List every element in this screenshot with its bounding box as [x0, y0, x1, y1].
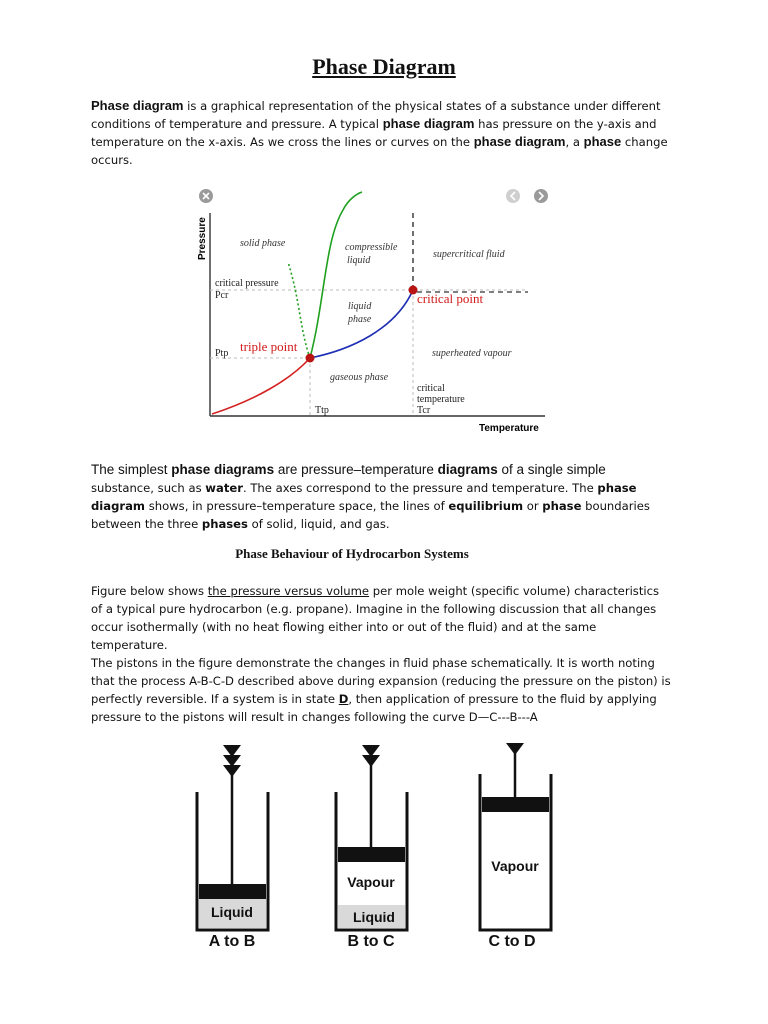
supercritical-fluid-label: supercritical fluid [433, 249, 505, 260]
simplest-diagram-paragraph [91, 461, 671, 533]
piston-caption: A to B [208, 933, 256, 950]
compressible-liquid-label: compressible [345, 242, 398, 253]
vapour-label: Vapour [491, 858, 539, 874]
gaseous-phase-label: gaseous phase [330, 372, 389, 383]
section-subheading: Phase Behaviour of Hydrocarbon Systems [235, 546, 469, 561]
intro-term: Phase diagram [91, 98, 184, 113]
paragraph-text: , then application of pressure to the fluid by applying pressure to the pistons will result in changes following the curve D—C---B---A [91, 692, 657, 724]
intro-text: change occurs. [91, 135, 668, 167]
paragraph-text: The pistons in the figure demonstrate the changes in fluid phase schematically. It is worth noting that the process A-B-C-D described above during expansion (reducing the pressure on the piston) is perfectly reversible. If a system is in state [91, 656, 671, 706]
previous-icon[interactable] [506, 189, 520, 203]
paragraph-text: are pressure–temperature [274, 462, 438, 477]
paragraph-term: water [205, 481, 243, 495]
triple-point-label: triple point [240, 339, 298, 354]
critical-temperature-label: temperature [417, 394, 465, 405]
hydrocarbon-paragraph [91, 582, 671, 726]
ttp-label: Ttp [315, 405, 329, 416]
paragraph-term: phase diagram [91, 481, 637, 513]
fusion-curve [310, 192, 362, 358]
paragraph-term: phase [542, 499, 582, 513]
triple-point-marker [306, 354, 315, 363]
intro-text: is a graphical representation of the physical states of a substance under different conditions of temperature and pressure. A typical [91, 99, 661, 131]
paragraph-text: The simplest [91, 462, 172, 477]
compressible-liquid-label: liquid [347, 255, 371, 266]
paragraph-text: of a single simple [497, 462, 606, 477]
ptp-label: Ptp [215, 348, 229, 359]
x-axis-title: Temperature [479, 423, 539, 434]
intro-term: phase diagram [382, 116, 475, 131]
intro-text: , a [565, 135, 584, 149]
solid-phase-label: solid phase [240, 238, 286, 249]
paragraph-text: per mole weight (specific volume) characteristics of a typical pure hydrocarbon (e.g. propane). Imagine in the following discussion that all changes occur isothermally (with no heat flowing either into or out of the fluid) and at the same temperature. [91, 584, 660, 652]
paragraph-text: or [523, 499, 543, 513]
paragraph-text: Figure below shows [91, 584, 208, 598]
paragraph-term: phases [201, 517, 248, 531]
phase-diagram [197, 189, 548, 434]
liquid-phase-label: phase [348, 314, 372, 325]
paragraph-text: shows, in pressure–temperature space, the lines of [145, 499, 449, 513]
vapour-label: Vapour [347, 874, 395, 890]
page-title: Phase Diagram [312, 54, 456, 79]
piston-b-to-c [336, 745, 407, 950]
liquid-label: Liquid [211, 904, 253, 920]
liquid-label: Liquid [353, 909, 395, 925]
paragraph-text: boundaries between the three [91, 499, 650, 531]
critical-pressure-label: critical pressure [215, 278, 279, 289]
y-axis-title: Pressure [197, 217, 208, 260]
paragraph-term: diagrams [437, 462, 498, 477]
sublimation-curve [212, 358, 310, 414]
paragraph-term: phase diagrams [171, 462, 275, 477]
liquid-phase-label: liquid [348, 301, 372, 312]
pistons-figure [197, 743, 551, 950]
next-icon[interactable] [534, 189, 548, 203]
underlined-phrase: the pressure versus volume [207, 584, 370, 598]
paragraph-term: equilibrium [448, 499, 524, 513]
close-icon[interactable] [199, 189, 213, 203]
piston-caption: C to D [488, 933, 536, 950]
pcr-label: Pcr [215, 290, 229, 301]
critical-point-label: critical point [417, 291, 484, 306]
intro-term: phase [583, 134, 622, 149]
superheated-vapour-label: superheated vapour [432, 348, 512, 359]
piston-a-to-b [197, 745, 268, 950]
piston-caption: B to C [347, 933, 395, 950]
intro-term: phase diagram [473, 134, 566, 149]
critical-temperature-label: critical [417, 383, 445, 394]
tcr-label: Tcr [417, 405, 431, 416]
state-d: D [338, 692, 349, 706]
piston-c-to-d [480, 743, 551, 950]
paragraph-text: of solid, liquid, and gas. [247, 517, 390, 531]
intro-text: has pressure on the y-axis and temperature on the x-axis. As we cross the lines or curves on the [91, 117, 657, 149]
paragraph-text: substance, such as [91, 481, 206, 495]
paragraph-text: . The axes correspond to the pressure and temperature. The [242, 481, 598, 495]
